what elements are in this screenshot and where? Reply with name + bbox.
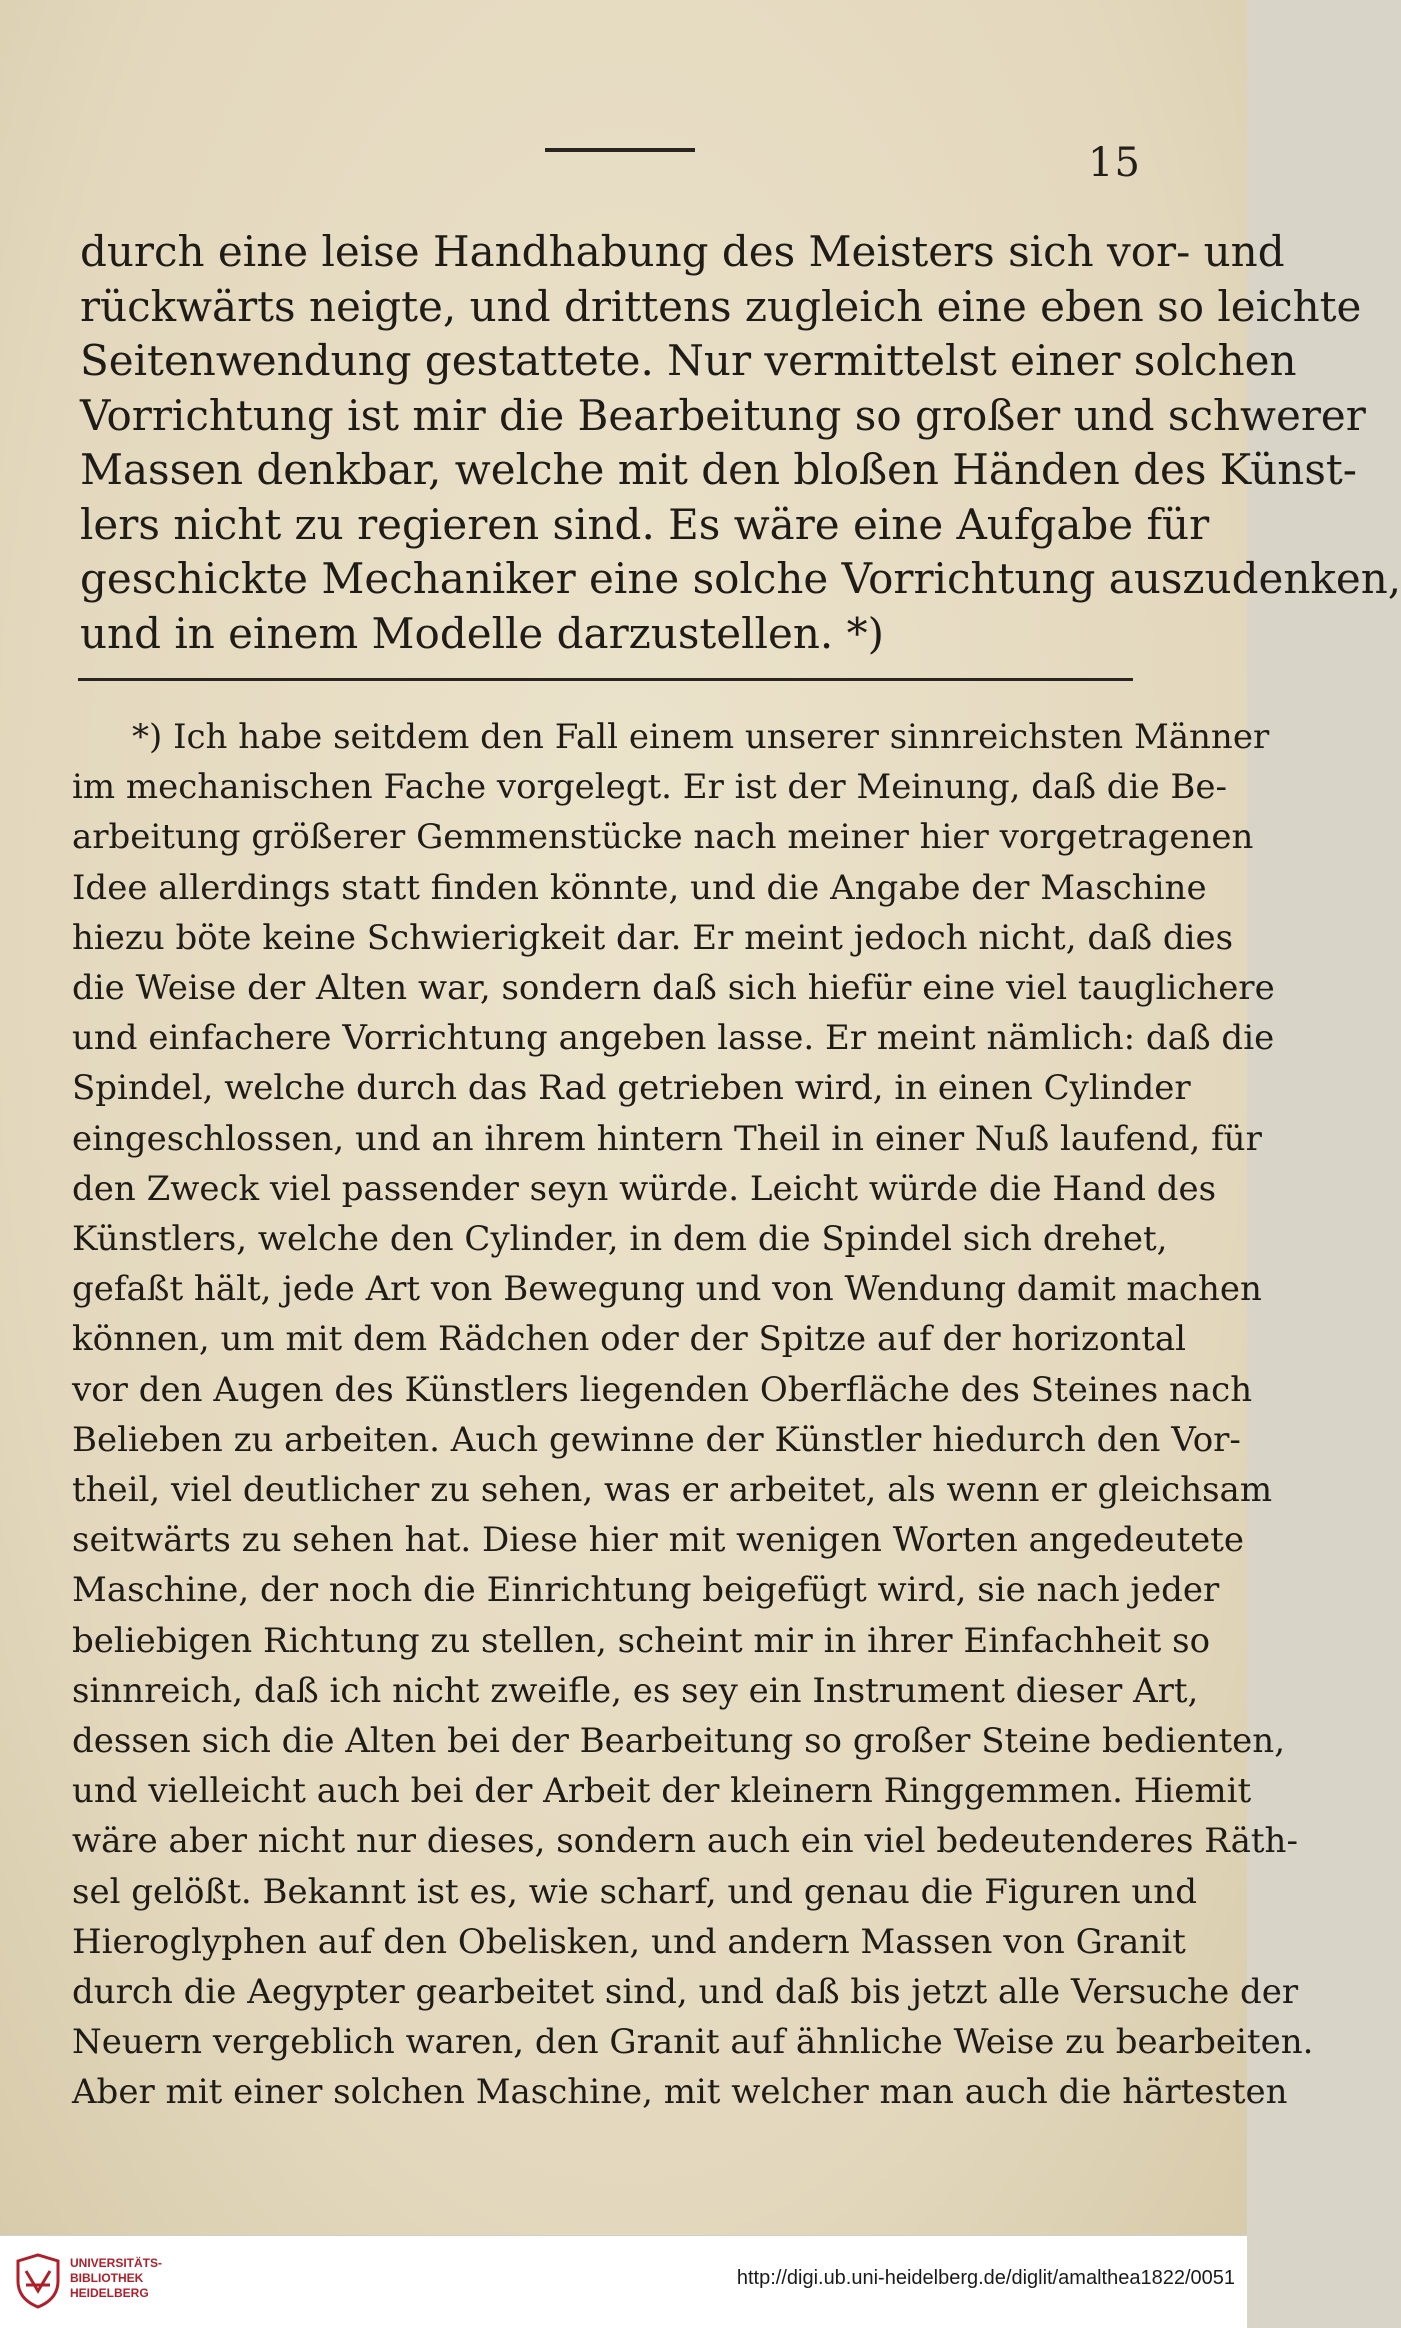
- main-text-block: [80, 225, 1401, 661]
- source-url-link[interactable]: http://digi.ub.uni-heidelberg.de/diglit/amalthea1822/0051: [736, 2267, 1235, 2289]
- footnote-line: im mechanischen Fache vorgelegt. Er ist der Meinung, daß die Be-: [72, 767, 1227, 808]
- text-line: rückwärts neigte, und drittens zugleich eine eben so leichte: [80, 281, 1362, 331]
- footnote-line: Neuern vergeblich waren, den Granit auf ähnliche Weise zu bearbeiten.: [72, 2022, 1314, 2063]
- footnote-line: Aber mit einer solchen Maschine, mit welcher man auch die härtesten: [72, 2072, 1288, 2113]
- footnote-line: seitwärts zu sehen hat. Diese hier mit wenigen Worten angedeutete: [72, 1520, 1245, 1561]
- footnote-line: beliebigen Richtung zu stellen, scheint mir in ihrer Einfachheit so: [72, 1620, 1211, 1661]
- footnote-line: den Zweck viel passender seyn würde. Leicht würde die Hand des: [72, 1168, 1217, 1209]
- footnote-line: gefaßt hält, jede Art von Bewegung und von Wendung damit machen: [72, 1269, 1262, 1310]
- footnote-line: sel gelößt. Bekannt ist es, wie scharf, und genau die Figuren und: [72, 1871, 1197, 1912]
- footnote-line: und einfachere Vorrichtung angeben lasse. Er meint nämlich: daß die: [72, 1018, 1275, 1059]
- footnote-line: Idee allerdings statt finden könnte, und die Angabe der Maschine: [72, 867, 1207, 908]
- footnote-line: die Weise der Alten war, sondern daß sich hiefür eine viel tauglichere: [72, 968, 1275, 1009]
- footnote-line: vor den Augen des Künstlers liegenden Oberfläche des Steines nach: [72, 1369, 1253, 1410]
- footnote-line: Spindel, welche durch das Rad getrieben wird, in einen Cylinder: [72, 1068, 1191, 1109]
- footnote-line: Hieroglyphen auf den Obelisken, und andern Massen von Granit: [72, 1921, 1186, 1962]
- text-line: durch eine leise Handhabung des Meisters sich vor- und: [80, 227, 1285, 276]
- footnote-line: Künstlers, welche den Cylinder, in dem die Spindel sich drehet,: [72, 1219, 1168, 1260]
- text-line: Massen denkbar, welche mit den bloßen Händen des Künst-: [80, 445, 1357, 494]
- text-line: Seitenwendung gestattete. Nur vermittelst einer solchen: [80, 336, 1297, 385]
- footnote-line: theil, viel deutlicher zu sehen, was er arbeitet, als wenn er gleichsam: [72, 1470, 1273, 1511]
- text-line: geschickte Mechaniker eine solche Vorrichtung auszudenken,: [80, 554, 1401, 603]
- footnote-line: *) Ich habe seitdem den Fall einem unserer sinnreichsten Männer: [132, 717, 1270, 757]
- logo-line: BIBLIOTHEK: [70, 2271, 144, 2285]
- text-line: lers nicht zu regieren sind. Es wäre eine Aufgabe für: [80, 499, 1210, 549]
- footnote-line: Maschine, der noch die Einrichtung beigefügt wird, sie nach jeder: [72, 1570, 1220, 1611]
- library-logo-text: [70, 2256, 162, 2301]
- page-number: 15: [1088, 140, 1141, 186]
- footnote-line: und vielleicht auch bei der Arbeit der kleinern Ringgemmen. Hiemit: [72, 1771, 1252, 1812]
- footnote-line: dessen sich die Alten bei der Bearbeitung so großer Steine bedienten,: [72, 1721, 1286, 1762]
- footnote-line: hiezu böte keine Schwierigkeit dar. Er meint jedoch nicht, daß dies: [72, 917, 1234, 958]
- footnote-line: arbeitung größerer Gemmenstücke nach meiner hier vorgetragenen: [72, 817, 1254, 858]
- library-logo-icon: [12, 2251, 64, 2311]
- footnote-line: Belieben zu arbeiten. Auch gewinne der Künstler hiedurch den Vor-: [72, 1419, 1241, 1460]
- text-line: und in einem Modelle darzustellen. *): [80, 608, 884, 658]
- header-rule: [545, 148, 695, 152]
- footnote-line: sinnreich, daß ich nicht zweifle, es sey ein Instrument dieser Art,: [72, 1670, 1199, 1711]
- footnote-line: durch die Aegypter gearbeitet sind, und daß bis jetzt alle Versuche der: [72, 1972, 1299, 2013]
- logo-line: HEIDELBERG: [70, 2286, 149, 2300]
- footnote-rule: [78, 678, 1133, 681]
- footnote-block: [72, 712, 1314, 2118]
- logo-line: UNIVERSITÄTS-: [70, 2256, 163, 2270]
- footnote-line: wäre aber nicht nur dieses, sondern auch ein viel bedeutenderes Räth-: [72, 1821, 1298, 1862]
- text-line: Vorrichtung ist mir die Bearbeitung so großer und schwerer: [80, 390, 1366, 440]
- footnote-line: eingeschlossen, und an ihrem hintern Theil in einer Nuß laufend, für: [72, 1118, 1262, 1159]
- footnote-line: können, um mit dem Rädchen oder der Spitze auf der horizontal: [72, 1319, 1187, 1360]
